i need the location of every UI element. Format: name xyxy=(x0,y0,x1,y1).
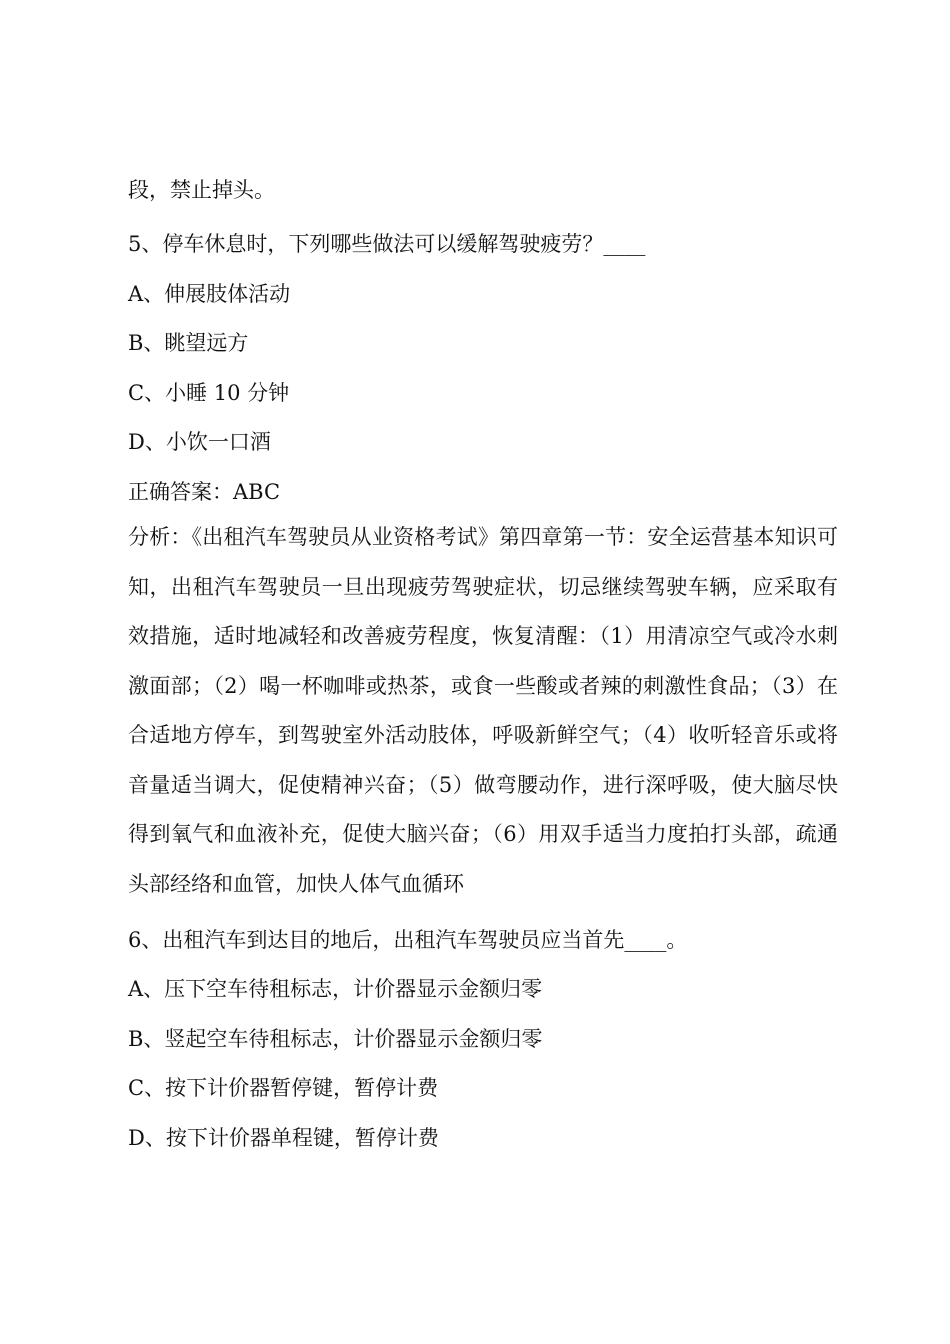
q5-option-c: C、小睡 10 分钟 xyxy=(128,381,290,405)
continuation-text: 段，禁止掉头。 xyxy=(128,178,275,202)
q6-option-d: D、按下计价器单程键，暂停计费 xyxy=(128,1126,439,1150)
q5-option-b: B、眺望远方 xyxy=(128,331,249,355)
q5-answer: 正确答案：ABC xyxy=(128,480,281,504)
q5-analysis: 分析：《出租汽车驾驶员从业资格考试》第四章第一节：安全运营基本知识可知，出租汽车驾驶员一旦出现疲劳驾驶症状，切忌继续驾驶车辆，应采取有效措施，适时地减轻和改善疲劳程度，恢复清醒：（1）用清凉空气或冷水刺激面部；（2）喝一杯咖啡或热茶，或食一些酸或者辣的刺激性食品；（3）在合适地方停车，到驾驶室外活动肢体，呼吸新鲜空气；（4）收听轻音乐或将音量适当调大，促使精神兴奋；（5）做弯腰动作，进行深呼吸，使大脑尽快得到氧气和血液补充，促使大脑兴奋；（6）用双手适当力度拍打头部，疏通头部经络和血管，加快人体气血循环 xyxy=(128,525,838,896)
q6-option-c: C、按下计价器暂停键，暂停计费 xyxy=(128,1076,439,1100)
q5-option-a: A、伸展肢体活动 xyxy=(128,282,291,306)
question-6: 6、出租汽车到达目的地后，出租汽车驾驶员应当首先____。 xyxy=(128,928,688,952)
q5-option-d: D、小饮一口酒 xyxy=(128,430,271,454)
q6-option-a: A、压下空车待租标志，计价器显示金额归零 xyxy=(128,977,543,1001)
q6-option-b: B、竖起空车待租标志，计价器显示金额归零 xyxy=(128,1027,543,1051)
question-5: 5、停车休息时，下列哪些做法可以缓解驾驶疲劳？____ xyxy=(128,232,646,256)
